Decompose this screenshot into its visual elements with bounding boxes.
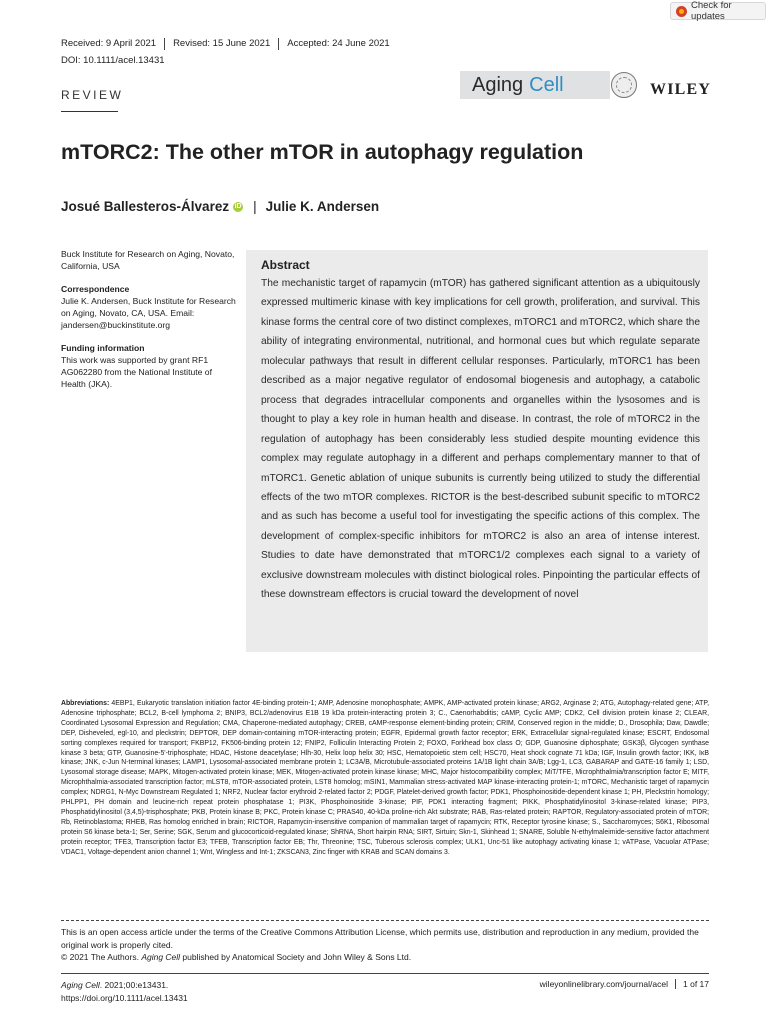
abbreviations-text: 4EBP1, Eukaryotic translation initiation factor 4E-binding protein-1; AMP, Adenosine monophosphate; AMPK, AMP-activated protein kinase; ARG2, Arginase 2; ATG, Autophagy-related gene; ATP, Adenosine triphosphate; BCL2, B-cell lymphoma 2; BNIP3, BCL2/adenovirus E1B 19 kDa protein-interacting protein 3; C., Caenorhabditis; cAMP, Cyclic AMP; CDK2, Cell division protein kinase 2; CLEAR, Coordinated Lysosomal Expression and Regulation; CMA, Chaperone-mediated autophagy; CREB, cAMP-response element-binding protein; CRIM, Conserved region in the middle; D., Drosophila; Daw, Dawdle; DEP, Disheveled, egl-10, and pleckstrin; DEPTOR, DEP domain-containing mTOR-interacting protein; EGFR, Epidermal growth factor receptor; ERK, Extracellular signal-regulated kinase; ESCRT, Endosomal sorting complexes required for transport; FKBP12, FK506-binding protein 12; FNIP2, Folliculin Interacting Protein 2; FOXO, Forkhead box class O; GDP, Guanosine diphosphate; GSK3β, Glycogen synthase kinase 3 beta; GTP, Guanosine-5'-triphosphate; HDAC, Histone deacetylase; Hlh-30, Helix loop helix 30; HSC, Hematopoietic stem cell; HSC70, Heat shock cognate 71 kDa; IGF, Insulin growth factor; IKK, IκB kinase; JNK, c-Jun N-terminal kinases; LAMP1, Lysosomal-associated membrane protein 1; LC3A/B, Microtubule-associated proteins 1A/1B light chain 3A/B; Lgg-1, LC3, GABARAP and GATE-16 family 1; LSD, Lysosomal storage disease; MAPK, Mitogen-activated protein kinase; MEK, Mitogen-activated protein kinase kinase; MHC, Major histocompatibility complex; MiT/TFE, Microphthalmia/transcription factor E; MITF, Microphthalmia-associated transcription factor; mLST8, mTOR-associated protein, LST8 homolog; mSIN1, Mammalian stress-activated MAP kinase-interacting protein-1; mTORC, Mechanistic target of rapamycin complex; NDRG1, N-Myc Downstream Regulated 1; NRF2, Nuclear factor erythroid 2-related factor 2; PDGF, Platelet-derived growth factor; PDK1, Phosphoinositide-dependent kinase 1; PH, Pleckstrin homology; PHLPP1, PH domain and leucine-rich repeat protein phosphatase 1; PI3K, Phosphoinositide 3-kinase; PIF, PDK1 interacting fragment; PIKK, Phosphatidylinositol 3-kinase-related kinase; PIP3, Phosphatidylinositol (3,4,5)-trisphosphate; PKB, Protein kinase B; PKC, Protein kinase C; PRAS40, 40-kDa proline-rich Akt substrate; RAB, Ras-related protein; RAPTOR, Regulatory-associated protein of mTOR; Rb, Retinoblastoma; RHEB, Ras homolog enriched in brain; RICTOR, Rapamycin-insensitive companion of mammalian target of rapamycin; RTK, Receptor tyrosine kinase; S., Saccharomyces; S6K1, Ribosomal protein S6 kinase beta-1; Ser, Serine; SGK, Serum and glucocorticoid-regulated kinase; ShRNA, Short hairpin RNA; SIRT, Sirtuin; Skn-1, Skinhead 1; SNARE, Soluble N-ethylmaleimide-sensitive factor attachment protein receptor; TFE3, Transcription factor E3; TFEB, Transcription factor EB; Thr, Threonine; TSC, Tuberous sclerosis complex; ULK1, Unc-51 like autophagy activating kinase 1; vATPase, Vacuolar ATPase; VDAC1, Voltage-dependent anion channel 1; Wnt, Wingless and Int-1; ZKSCAN3, Zinc finger with KRAB and SCAN domains 3. xyxy=(61,700,709,856)
article-sidebar xyxy=(61,248,236,401)
footer-right xyxy=(540,979,709,989)
footer-rule xyxy=(61,973,709,974)
author-name: Julie K. Andersen xyxy=(265,199,380,214)
license-text: This is an open access article under the terms of the Creative Commons Attribution License, which permits use, distribution and reproduction in any medium, provided the original work is properly cited. xyxy=(61,927,699,950)
section-label: REVIEW xyxy=(61,88,124,102)
author-list xyxy=(61,199,379,214)
funding-heading: Funding information xyxy=(61,343,145,353)
page-number: 1 of 17 xyxy=(675,979,709,989)
copyright-suffix: published by Anatomical Society and John Wiley & Sons Ltd. xyxy=(180,952,412,962)
journal-site-link[interactable]: wileyonlinelibrary.com/journal/acel xyxy=(539,979,668,989)
journal-name-cell: Cell xyxy=(529,73,564,96)
copyright-journal: Aging Cell xyxy=(141,952,181,962)
check-updates-label: Check for updates xyxy=(691,0,732,22)
copyright-prefix: © 2021 The Authors. xyxy=(61,952,142,962)
section-rule xyxy=(61,111,118,112)
author-separator: | xyxy=(253,199,257,214)
article-title: mTORC2: The other mTOR in autophagy regulation xyxy=(61,140,584,164)
correspondence-heading: Correspondence xyxy=(61,284,130,294)
funding-text: This work was supported by grant RF1 AG062280 from the National Institute of Health (JKA). xyxy=(61,355,212,389)
abstract-heading: Abstract xyxy=(261,258,310,272)
affiliation: Buck Institute for Research on Aging, Novato, California, USA xyxy=(61,249,235,271)
author-name: Josué Ballesteros-Álvarez xyxy=(61,199,230,214)
publisher-logo: WILEY xyxy=(650,81,712,98)
article-dates xyxy=(61,38,398,50)
abbreviations xyxy=(61,699,709,858)
orcid-icon[interactable]: iD xyxy=(234,202,242,210)
footer-doi-link[interactable]: https://doi.org/10.1111/acel.13431 xyxy=(61,993,188,1003)
abstract-box xyxy=(246,250,708,652)
abbreviations-label: Abbreviations: xyxy=(61,700,110,707)
society-seal-icon xyxy=(611,72,637,98)
footer-journal: Aging Cell xyxy=(61,980,100,990)
crossmark-icon xyxy=(676,6,687,17)
divider xyxy=(61,920,709,921)
license-notice xyxy=(61,926,709,964)
journal-name-aging: Aging xyxy=(472,73,524,96)
accepted-date: Accepted: 24 June 2021 xyxy=(278,38,397,50)
abstract-text: The mechanistic target of rapamycin (mTOR) has gathered significant attention as a ubiquitously expressed multimeric kinase with key implications for cell growth, proliferation, and survival. This kinase forms the central core of two distinct complexes, mTORC1 and mTORC2, which share the ability of integrating environmental, nutritional, and hormonal cues but which regulate separate molecular pathways that result in different cellular responses. Particularly, mTORC1 has been described as a major negative regulator of endosomal biogenesis and autophagy, a catabolic process that degrades intracellular components and organelles within the lysosomes and is thought to play a key role in human health and disease. In contrast, the role of mTORC2 in the regulation of autophagy has been considerably less studied despite mounting evidence this complex may regulate autophagy in a different and perhaps complementary manner to that of mTORC1. Genetic ablation of unique subunits is currently being utilized to study the differential effects of the two mTOR complexes. RICTOR is the best-described subunit specific to mTORC2 and as such has become a useful tool for investigating the specific actions of this complex. The development of complex-specific inhibitors for mTORC2 is also an area of intense interest. Studies to date have demonstrated that mTORC1/2 complexes each signal to a variety of exclusive downstream molecules with distinct biological roles. Pinpointing the particular effects of these downstream effectors is crucial toward the development of novel xyxy=(261,278,700,601)
footer-citation xyxy=(61,979,188,1005)
received-date: Received: 9 April 2021 xyxy=(61,38,157,49)
journal-logo xyxy=(460,71,610,99)
revised-date: Revised: 15 June 2021 xyxy=(164,38,278,50)
correspondence-text: Julie K. Andersen, Buck Institute for Research on Aging, Novato, CA, USA. Email: jandersen@buckinstitute.org xyxy=(61,296,236,330)
doi: DOI: 10.1111/acel.13431 xyxy=(61,55,165,66)
footer-citation-text: . 2021;00:e13431. xyxy=(99,980,169,990)
check-for-updates-button[interactable] xyxy=(670,2,766,20)
copyright-line xyxy=(61,951,709,964)
